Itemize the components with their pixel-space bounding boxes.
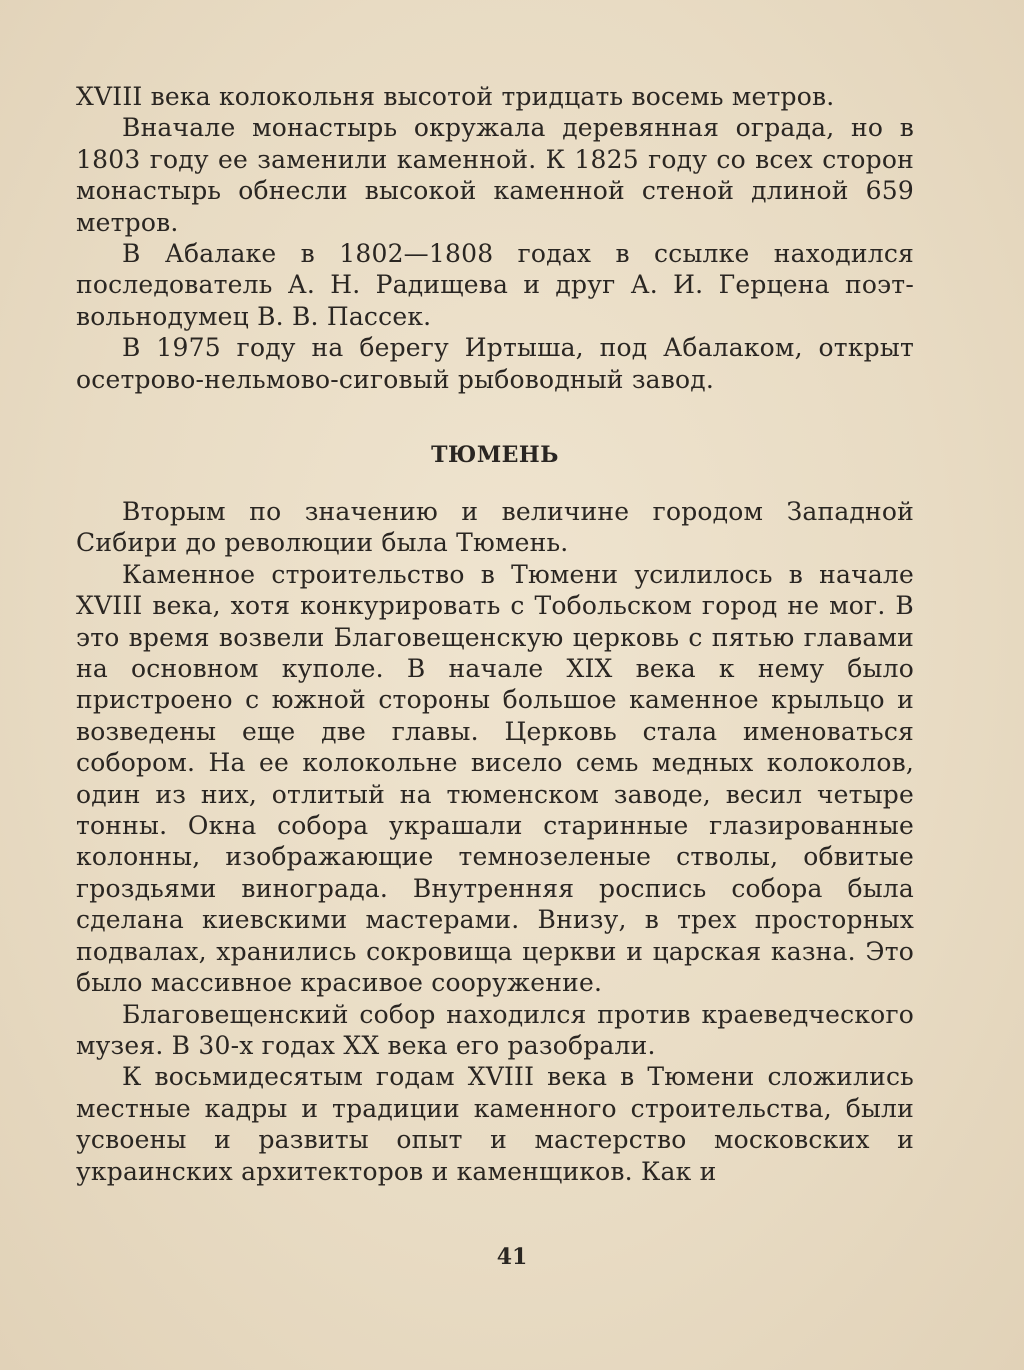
top-text-block (76, 81, 914, 395)
paragraph-intro: Вторым по значению и величине городом Западной Сибири до революции была Тюмень. (76, 497, 914, 558)
paragraph-exile: В Абалаке в 1802—1808 годах в ссылке находился последователь А. Н. Радищева и друг А. И. Герцена поэт-вольнодумец В. В. Пассек. (76, 239, 914, 331)
paragraph-continuation: XVIII века колокольня высотой тридцать восемь метров. (76, 82, 835, 111)
section-heading: ТЮМЕНЬ (431, 442, 559, 468)
page-number: 41 (496, 1244, 528, 1270)
paragraph-fence: Вначале монастырь окружала деревянная ограда, но в 1803 году ее заменили каменной. К 1825 году со всех сторон монастырь обнесли высокой каменной стеной длиной 659 метров. (76, 113, 914, 237)
paragraph-builders: К восьмидесятым годам XVIII века в Тюмени сложились местные кадры и традиции каменного строительства, были усвоены и развиты опыт и мастерство московских и украинских архитекторов и каменщиков. Как и (76, 1062, 914, 1186)
paragraph-cathedral: Каменное строительство в Тюмени усилилось в начале XVIII века, хотя конкурировать с Тобольском город не мог. В это время возвели Благовещенскую церковь с пятью главами на основном куполе. В начале XIX века к нему было пристроено с южной стороны большое каменное крыльцо и возведены еще две главы. Церковь стала именоваться собором. На ее колокольне висело семь медных колоколов, один из них, отлитый на тюменском заводе, весил четыре тонны. Окна собора украшали старинные глазированные колонны, изображающие темнозеленые стволы, обвитые гроздьями винограда. Внутренняя роспись собора была сделана киевскими мастерами. Внизу, в трех просторных подвалах, хранились сокровища церкви и царская казна. Это было массивное красивое сооружение. (76, 559, 914, 998)
main-text-block (76, 496, 914, 1187)
paragraph-fish-plant: В 1975 году на берегу Иртыша, под Абалаком, открыт осетрово-нельмово-сиговый рыбоводный завод. (76, 333, 914, 394)
paragraph-demolition: Благовещенский собор находился против краеведческого музея. В 30-х годах XX века его разобрали. (76, 999, 914, 1060)
